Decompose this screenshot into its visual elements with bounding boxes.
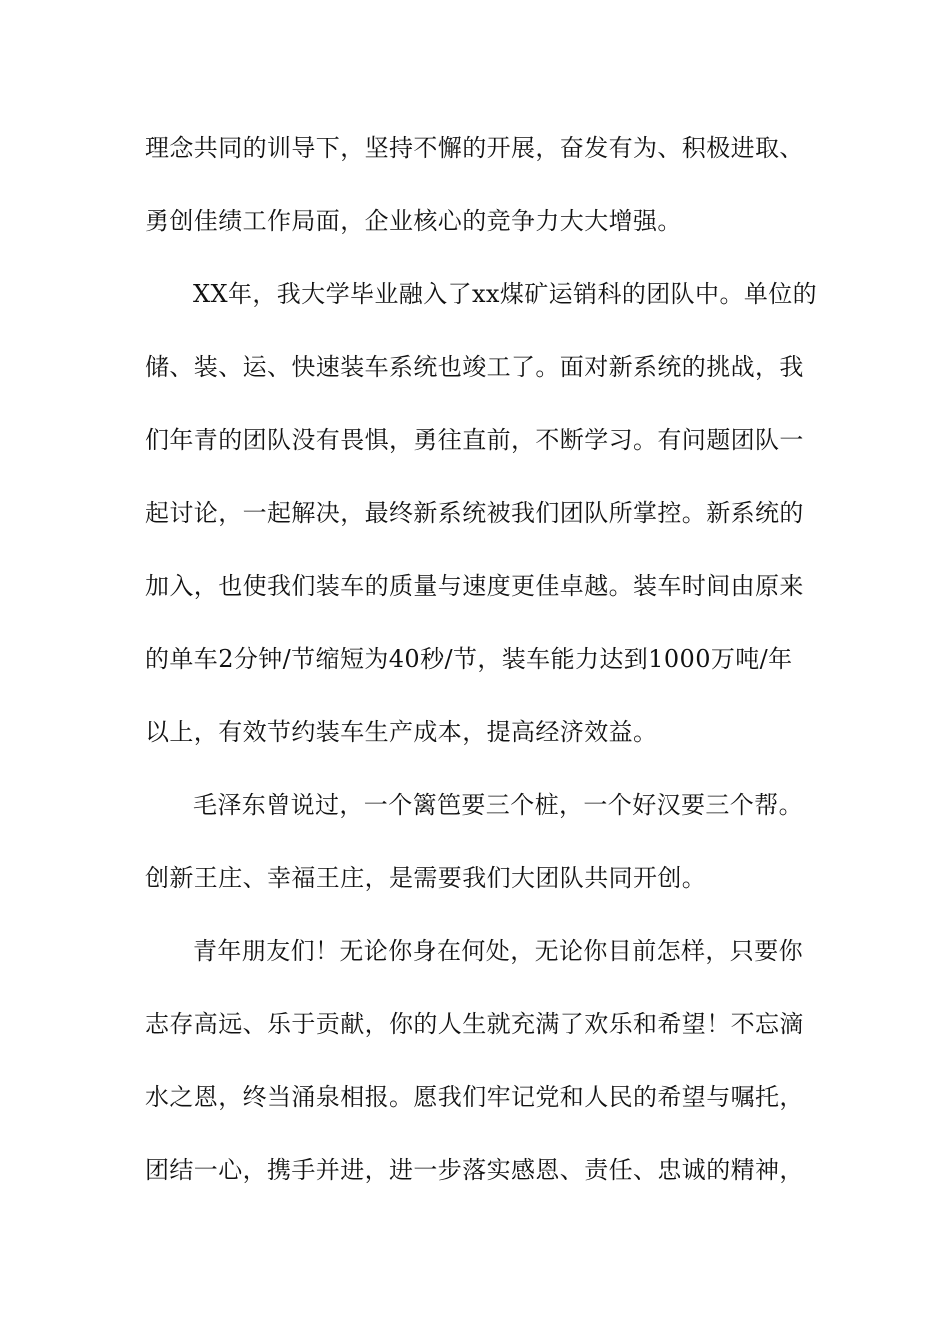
text-line: 以上，有效节约装车生产成本，提高经济效益。 [145,718,658,746]
text-line: 志存高远、乐于贡献，你的人生就充满了欢乐和希望！不忘滴 [145,1010,804,1038]
text-line: 水之恩，终当涌泉相报。愿我们牢记党和人民的希望与嘱托， [145,1083,804,1111]
paragraph-start-line: 青年朋友们！无论你身在何处，无论你目前怎样，只要你 [193,937,803,965]
text-line: 储、装、运、快速装车系统也竣工了。面对新系统的挑战，我 [145,353,804,381]
text-line: 团结一心，携手并进，进一步落实感恩、责任、忠诚的精神， [145,1156,804,1184]
paragraph-start-line: 毛泽东曾说过，一个篱笆要三个桩，一个好汉要三个帮。 [193,791,803,819]
body-text [145,124,818,1219]
text-line: 勇创佳绩工作局面，企业核心的竞争力大大增强。 [145,207,682,235]
text-line: 加入，也使我们装车的质量与速度更佳卓越。装车时间由原来 [145,572,804,600]
paragraph-start-line: XX年，我大学毕业融入了xx煤矿运销科的团队中。单位的 [193,280,818,308]
text-line: 的单车2分钟/节缩短为40秒/节，装车能力达到1000万吨/年 [145,645,793,673]
text-line: 创新王庄、幸福王庄，是需要我们大团队共同开创。 [145,864,707,892]
text-line: 理念共同的训导下，坚持不懈的开展，奋发有为、积极进取、 [145,134,804,162]
text-line: 起讨论，一起解决，最终新系统被我们团队所掌控。新系统的 [145,499,804,527]
text-line: 们年青的团队没有畏惧，勇往直前，不断学习。有问题团队一 [145,426,804,454]
